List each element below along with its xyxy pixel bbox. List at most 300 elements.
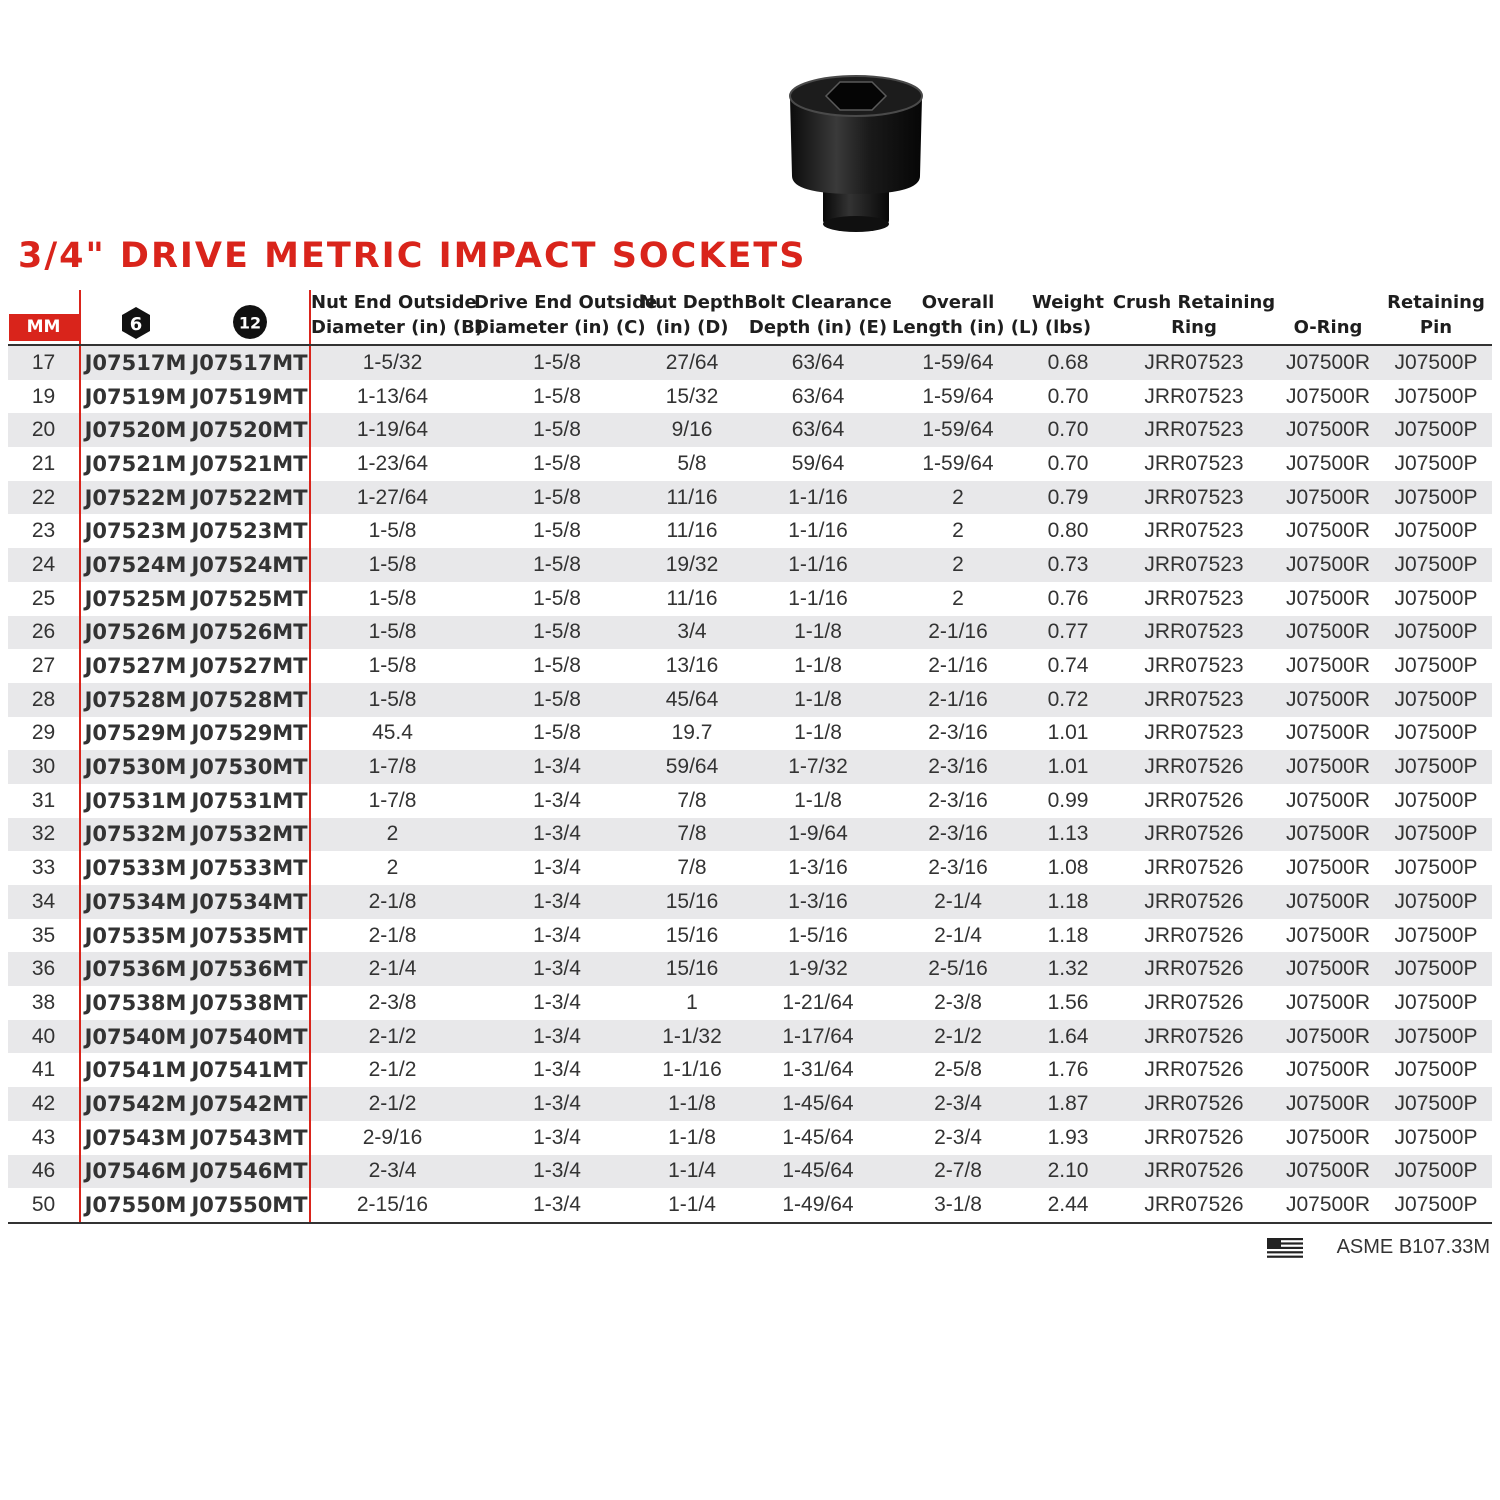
drive-end-od-cell: 1-5/8 [533,451,581,475]
o-ring-cell: J07500R [1285,519,1371,543]
drive-end-od-cell: 1-3/4 [474,1020,640,1054]
six-point-part-cell: J07521M [80,447,190,481]
size-mm-cell: 33 [31,856,56,880]
size-mm-cell: 28 [8,683,80,717]
weight-cell: 1.32 [1024,952,1112,986]
overall-length-cell: 2-5/16 [892,952,1024,986]
drive-end-od-cell: 1-5/8 [474,683,640,717]
overall-length-cell: 2-1/2 [892,1020,1024,1054]
o-ring-cell: J07500R [1285,1058,1371,1082]
nut-end-od-cell: 1-5/32 [310,345,474,380]
crush-ring-cell: JRR07526 [1144,788,1244,812]
retaining-pin-header [1380,290,1492,345]
overall-length-cell: 1-59/64 [922,451,994,475]
drive-end-od-cell: 1-3/4 [533,923,581,947]
size-mm-cell: 30 [8,750,80,784]
drive-end-od-cell: 1-5/8 [474,413,640,447]
size-mm-cell: 42 [8,1087,80,1121]
twelve-point-part-cell: J07522MT [190,481,310,515]
crush-ring-cell: JRR07523 [1144,586,1244,610]
bolt-clearance-cell: 1-5/16 [788,923,848,947]
six-point-label: 6 [129,314,142,335]
drive-end-od-cell: 1-3/4 [533,1058,581,1082]
table-row [8,683,1492,717]
table-row [8,1188,1492,1223]
twelve-point-part-cell: J07550MT [190,1188,310,1223]
nut-end-od-cell: 2-1/2 [310,1087,474,1121]
drive-end-od-cell: 1-3/4 [474,818,640,852]
size-mm-cell: 43 [31,1125,56,1149]
drive-end-od-cell: 1-3/4 [474,750,640,784]
nut-end-od-cell: 2-1/2 [310,1053,474,1087]
o-ring-header [1276,290,1380,345]
header-line: Drive End Outside [474,292,658,313]
bolt-clearance-cell: 63/64 [791,384,845,408]
six-point-part-cell: J07519M [80,380,190,414]
crush-ring-cell: JRR07523 [1112,548,1276,582]
table-row [8,750,1492,784]
twelve-point-part-cell: J07517MT [190,345,310,380]
nut-end-od-cell: 1-5/8 [310,582,474,616]
drive-end-od-cell: 1-3/4 [533,990,581,1014]
table-row [8,649,1492,683]
twelve-point-part-cell: J07524MT [190,548,310,582]
drive-end-od-cell: 1-3/4 [474,952,640,986]
table-row [8,885,1492,919]
retaining-pin-cell: J07500P [1394,923,1478,947]
nut-end-od-cell: 1-5/8 [310,616,474,650]
header-line: Bolt Clearance [744,292,892,313]
o-ring-cell: J07500R [1285,721,1371,745]
crush-ring-cell: JRR07526 [1112,885,1276,919]
weight-cell: 1.64 [1024,1020,1112,1054]
nut-depth-cell: 7/8 [677,788,707,812]
bolt-clearance-cell: 1-1/16 [788,519,848,543]
six-point-part-cell: J07538M [80,986,190,1020]
overall-length-cell: 2-5/8 [934,1058,982,1082]
nut-end-od-cell: 1-13/64 [310,380,474,414]
o-ring-cell: J07500R [1285,451,1371,475]
nut-depth-cell: 1-1/4 [640,1188,744,1223]
table-row [8,380,1492,414]
header-line: Diameter (in) (B) [311,317,484,338]
crush-ring-cell: JRR07526 [1112,750,1276,784]
retaining-pin-cell: J07500P [1394,990,1478,1014]
nut-depth-cell: 59/64 [640,750,744,784]
bolt-clearance-cell: 1-3/16 [744,885,892,919]
bolt-clearance-cell: 1-1/16 [788,586,848,610]
drive-end-od-cell: 1-5/8 [533,654,581,678]
six-point-part-cell: J07520M [80,413,190,447]
overall-length-cell: 1-59/64 [892,413,1024,447]
twelve-point-part-cell: J07528MT [190,683,310,717]
header-line: (in) (D) [655,317,729,338]
size-mm-cell: 38 [31,990,56,1014]
bolt-clearance-cell: 1-9/64 [744,818,892,852]
o-ring-cell: J07500R [1276,1155,1380,1189]
size-mm-cell: 29 [31,721,56,745]
table-row [8,413,1492,447]
overall-length-cell: 2-7/8 [892,1155,1024,1189]
header-line: Crush Retaining [1112,292,1276,313]
crush-ring-cell: JRR07526 [1144,990,1244,1014]
overall-length-cell: 2-1/4 [934,923,982,947]
table-row [8,514,1492,548]
table-row [8,952,1492,986]
o-ring-cell: J07500R [1276,1188,1380,1223]
six-point-part-cell: J07528M [80,683,190,717]
six-point-header [80,290,190,345]
weight-cell: 0.74 [1047,654,1089,678]
header-line: Overall [921,292,995,313]
twelve-point-part-cell: J07535MT [191,923,308,948]
weight-cell: 2.44 [1024,1188,1112,1223]
weight-cell: 0.79 [1024,481,1112,515]
overall-length-cell: 1-59/64 [922,384,994,408]
twelve-point-part-cell: J07523MT [191,519,308,544]
twelve-point-part-cell: J07526MT [190,616,310,650]
table-row [8,616,1492,650]
size-mm-cell: 19 [31,384,56,408]
o-ring-cell: J07500R [1285,1125,1371,1149]
overall-length-cell: 2 [952,586,964,610]
header-line: Depth (in) (E) [748,317,888,338]
six-point-part-cell: J07535M [80,919,190,953]
o-ring-cell: J07500R [1276,818,1380,852]
nut-depth-cell: 45/64 [640,683,744,717]
retaining-pin-cell: J07500P [1394,519,1478,543]
six-point-part-cell: J07522M [80,481,190,515]
overall-length-cell: 2 [952,519,964,543]
nut-end-od-cell: 2-3/4 [310,1155,474,1189]
nut-end-od-cell: 2-15/16 [310,1188,474,1223]
overall-length-cell: 3-1/8 [892,1188,1024,1223]
crush-ring-cell: JRR07526 [1144,1058,1244,1082]
crush-ring-cell: JRR07523 [1144,654,1244,678]
weight-cell: 1.56 [1047,990,1089,1014]
six-point-part-cell: J07532M [80,818,190,852]
twelve-point-label: 12 [238,313,261,333]
crush-ring-cell: JRR07523 [1144,721,1244,745]
crush-ring-cell: JRR07526 [1144,856,1244,880]
nut-depth-cell: 1-1/4 [640,1155,744,1189]
nut-depth-cell: 19.7 [671,721,713,745]
twelve-point-part-cell: J07527MT [191,654,308,679]
table-row [8,818,1492,852]
retaining-pin-cell: J07500P [1380,885,1492,919]
retaining-pin-cell: J07500P [1380,952,1492,986]
retaining-pin-cell: J07500P [1394,856,1478,880]
weight-cell: 0.77 [1024,616,1112,650]
six-point-part-cell: J07533M [80,851,190,885]
drive-end-od-cell: 1-5/8 [474,548,640,582]
drive-end-od-cell: 1-5/8 [533,519,581,543]
weight-cell: 1.76 [1047,1058,1089,1082]
table-row [8,851,1492,885]
drive-end-od-cell: 1-3/4 [474,1155,640,1189]
table-row [8,1121,1492,1155]
retaining-pin-cell: J07500P [1380,1087,1492,1121]
size-mm-cell: 24 [8,548,80,582]
nut-depth-header [640,290,744,345]
overall-length-cell: 2-1/4 [892,885,1024,919]
weight-cell: 0.72 [1024,683,1112,717]
size-mm-cell: 25 [31,586,56,610]
crush-ring-cell: JRR07526 [1144,923,1244,947]
table-row [8,784,1492,818]
page-title: 3/4" DRIVE METRIC IMPACT SOCKETS [18,236,807,276]
nut-end-od-cell: 2-1/8 [310,885,474,919]
nut-depth-cell: 19/32 [640,548,744,582]
nut-end-od-cell: 2 [310,818,474,852]
header-line: Ring [1171,317,1217,338]
o-ring-cell: J07500R [1276,952,1380,986]
retaining-pin-cell: J07500P [1380,616,1492,650]
nut-end-od-cell: 45.4 [310,717,474,751]
size-mm-cell: 40 [8,1020,80,1054]
o-ring-cell: J07500R [1276,481,1380,515]
asme-standard: ASME B107.33M [1336,1236,1490,1258]
weight-cell: 0.73 [1024,548,1112,582]
drive-end-od-cell: 1-5/8 [533,721,581,745]
six-point-part-cell: J07541M [80,1053,190,1087]
six-point-part-cell: J07527M [80,649,190,683]
bolt-clearance-cell: 1-21/64 [782,990,854,1014]
retaining-pin-cell: J07500P [1380,683,1492,717]
six-point-part-cell: J07526M [80,616,190,650]
nut-depth-cell: 11/16 [666,519,718,543]
bolt-clearance-cell: 1-1/8 [794,654,842,678]
nut-end-od-cell: 1-5/8 [310,649,474,683]
weight-cell: 0.70 [1024,413,1112,447]
crush-ring-cell: JRR07526 [1112,1020,1276,1054]
overall-length-cell: 2-3/16 [928,856,988,880]
drive-end-od-cell: 1-5/8 [533,384,581,408]
drive-end-od-cell: 1-3/4 [474,1188,640,1223]
nut-depth-cell: 11/16 [640,481,744,515]
twelve-point-part-cell: J07532MT [190,818,310,852]
mm-badge: MM [9,314,79,341]
size-mm-cell: 27 [31,654,56,678]
table-row [8,1087,1492,1121]
retaining-pin-cell: J07500P [1394,654,1478,678]
nut-depth-cell: 11/16 [666,586,718,610]
nut-depth-cell: 1-1/8 [668,1125,716,1149]
six-point-part-cell: J07543M [80,1121,190,1155]
size-mm-cell: 50 [8,1188,80,1223]
weight-cell: 0.70 [1047,451,1089,475]
nut-depth-cell: 27/64 [640,345,744,380]
bolt-clearance-cell: 1-1/8 [794,721,842,745]
o-ring-cell: J07500R [1285,788,1371,812]
crush-ring-cell: JRR07523 [1112,345,1276,380]
nut-end-od-cell: 2-9/16 [310,1121,474,1155]
twelve-point-part-cell: J07530MT [190,750,310,784]
table-row [8,1053,1492,1087]
weight-cell: 1.93 [1047,1125,1089,1149]
weight-cell: 1.87 [1024,1087,1112,1121]
overall-length-cell: 2 [892,481,1024,515]
nut-end-od-cell: 1-5/8 [310,514,474,548]
six-point-part-cell: J07550M [80,1188,190,1223]
crush-ring-cell: JRR07526 [1112,1188,1276,1223]
weight-cell: 1.01 [1047,721,1089,745]
bolt-clearance-cell: 59/64 [791,451,845,475]
nut-depth-cell: 5/8 [677,451,707,475]
overall-length-cell: 2-3/16 [892,818,1024,852]
nut-depth-cell: 15/16 [665,923,719,947]
nut-end-od-cell: 1-7/8 [310,784,474,818]
table-row [8,986,1492,1020]
bolt-clearance-cell: 1-45/64 [744,1155,892,1189]
crush-ring-cell: JRR07523 [1112,616,1276,650]
crush-ring-cell: JRR07526 [1144,1125,1244,1149]
bolt-clearance-cell: 1-17/64 [744,1020,892,1054]
crush-ring-cell: JRR07523 [1112,413,1276,447]
nut-end-od-cell: 1-23/64 [310,447,474,481]
overall-length-cell: 1-59/64 [892,345,1024,380]
retaining-pin-cell: J07500P [1380,750,1492,784]
twelve-point-part-cell: J07541MT [191,1058,308,1083]
bolt-clearance-cell: 1-3/16 [788,856,848,880]
twelve-point-part-cell: J07542MT [190,1087,310,1121]
crush-ring-cell: JRR07523 [1144,451,1244,475]
size-mm-cell: 31 [31,788,56,812]
nut-end-od-cell: 2-1/4 [310,952,474,986]
o-ring-cell: J07500R [1285,990,1371,1014]
overall-length-cell: 2-3/16 [892,750,1024,784]
weight-cell: 1.13 [1024,818,1112,852]
table-row [8,345,1492,380]
weight-cell: 1.18 [1047,923,1089,947]
o-ring-cell: J07500R [1276,616,1380,650]
crush-ring-cell: JRR07526 [1112,1155,1276,1189]
bolt-clearance-cell: 1-31/64 [782,1058,854,1082]
weight-cell: 0.70 [1047,384,1089,408]
o-ring-cell: J07500R [1276,885,1380,919]
size-mm-cell: 20 [8,413,80,447]
overall-length-header [892,290,1039,345]
weight-cell: 0.99 [1047,788,1089,812]
drive-end-od-cell: 1-3/4 [533,856,581,880]
bolt-clearance-cell: 1-45/64 [782,1125,854,1149]
crush-ring-cell: JRR07523 [1144,519,1244,543]
weight-cell: 0.76 [1047,586,1089,610]
overall-length-cell: 2-1/16 [928,654,988,678]
size-mm-cell: 41 [31,1058,56,1082]
six-point-part-cell: J07546M [80,1155,190,1189]
crush-ring-cell: JRR07526 [1112,1087,1276,1121]
overall-length-cell: 2-3/4 [934,1125,982,1149]
header-line: Retaining [1387,292,1485,313]
header-line: Weight [1032,292,1104,313]
six-point-part-cell: J07531M [80,784,190,818]
nut-depth-cell: 15/16 [640,952,744,986]
o-ring-cell: J07500R [1276,750,1380,784]
six-point-part-cell: J07517M [80,345,190,380]
nut-depth-cell: 1-1/32 [640,1020,744,1054]
bolt-clearance-cell: 1-1/8 [744,616,892,650]
nut-end-od-cell: 1-5/8 [310,683,474,717]
bolt-clearance-cell: 1-1/16 [744,548,892,582]
nut-depth-cell: 1-1/8 [640,1087,744,1121]
twelve-point-part-cell: J07521MT [191,451,308,476]
overall-length-cell: 2-3/16 [928,721,988,745]
nut-end-od-cell: 2-3/8 [310,986,474,1020]
overall-length-cell: 2-3/4 [892,1087,1024,1121]
bolt-clearance-header [744,290,892,345]
six-point-part-cell: J07530M [80,750,190,784]
size-mm-cell: 22 [8,481,80,515]
table-body [8,345,1492,1223]
o-ring-cell: J07500R [1276,548,1380,582]
table-row [8,1020,1492,1054]
header-line: Pin [1419,317,1453,338]
mm-header [8,290,80,345]
nut-end-od-cell: 2 [310,851,474,885]
six-point-part-cell: J07540M [80,1020,190,1054]
twelve-point-part-cell: J07531MT [191,788,308,813]
table-header-row [8,290,1492,345]
twelve-point-part-cell: J07536MT [190,952,310,986]
size-mm-cell: 17 [8,345,80,380]
o-ring-cell: J07500R [1276,345,1380,380]
drive-end-od-cell: 1-3/4 [474,1087,640,1121]
weight-cell: 1.01 [1024,750,1112,784]
nut-depth-cell: 7/8 [640,818,744,852]
six-point-hex-icon [119,306,153,340]
nut-end-od-cell: 2-1/2 [310,1020,474,1054]
table-row [8,447,1492,481]
size-mm-cell: 35 [31,923,56,947]
bolt-clearance-cell: 1-1/8 [794,788,842,812]
header-line: Nut End Outside [311,292,477,313]
bolt-clearance-cell: 1-9/32 [744,952,892,986]
retaining-pin-cell: J07500P [1380,548,1492,582]
nut-end-od-cell: 1-5/8 [310,548,474,582]
crush-ring-cell: JRR07526 [1112,952,1276,986]
crush-ring-cell: JRR07523 [1144,384,1244,408]
crush-ring-cell: JRR07523 [1112,481,1276,515]
six-point-part-cell: J07529M [80,717,190,751]
bolt-clearance-cell: 1-49/64 [744,1188,892,1223]
twelve-point-part-cell: J07525MT [191,586,308,611]
size-mm-cell: 46 [8,1155,80,1189]
header-line: O-Ring [1293,317,1363,338]
drive-end-od-cell: 1-5/8 [474,481,640,515]
retaining-pin-cell: J07500P [1394,384,1478,408]
twelve-point-icon [232,304,268,340]
header-line: Diameter (in) (C) [474,317,646,338]
size-mm-cell: 36 [8,952,80,986]
crush-ring-cell: JRR07526 [1112,818,1276,852]
o-ring-cell: J07500R [1276,683,1380,717]
retaining-pin-cell: J07500P [1380,413,1492,447]
weight-cell: 1.08 [1047,856,1089,880]
twelve-point-part-cell: J07538MT [191,990,308,1015]
weight-cell: 2.10 [1024,1155,1112,1189]
weight-cell: 0.80 [1047,519,1089,543]
retaining-pin-cell: J07500P [1380,345,1492,380]
nut-depth-cell: 1-1/16 [662,1058,722,1082]
retaining-pin-cell: J07500P [1394,1125,1478,1149]
twelve-point-part-cell: J07546MT [190,1155,310,1189]
nut-depth-cell: 15/32 [665,384,719,408]
o-ring-cell: J07500R [1285,384,1371,408]
six-point-part-cell: J07525M [80,582,190,616]
drive-end-od-cell: 1-3/4 [533,1125,581,1149]
drive-end-od-cell: 1-5/8 [474,345,640,380]
